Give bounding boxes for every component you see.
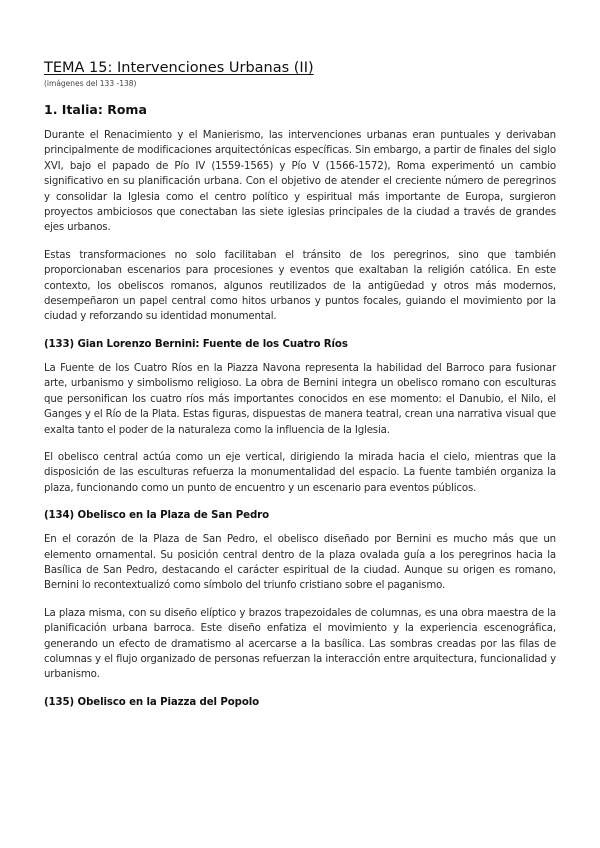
item-134-paragraph-1: En el corazón de la Plaza de San Pedro, el obelisco diseñado por Bernini es mucho más que un elemento ornamental. Su posición central dentro de la plaza ovalada guía a los peregrinos hacia la Basílica de San Pedro, destacando el carácter espiritual de la ciudad. Aunque su origen es romano, Bernini lo recontextualizó como símbolo del triunfo cristiano sobre el paganismo. [44,534,556,592]
intro-paragraph-1: Durante el Renacimiento y el Manierismo, las intervenciones urbanas eran puntuales y derivaban principalmente de modificaciones arquitectónicas específicas. Sin embargo, a partir de finales del siglo XVI, bajo el papado de Pío IV (1559-1565) y Pío V (1566-1572), Roma experimentó un cambio significativo en su planificación urbana. Con el objetivo de atender el creciente número de peregrinos y consolidar la Iglesia como el centro político y espiritual más importante de Europa, surgieron proyectos ambiciosos que conectaban las siete iglesias principales de la ciudad a través de grandes ejes urbanos. [44,130,556,234]
item-134-paragraph-2: La plaza misma, con su diseño elíptico y brazos trapezoidales de columnas, es una obra maestra de la planificación urbana barroca. Este diseño enfatiza el movimiento y la experiencia escenográfica, generando un efecto de dramatismo al acercarse a la basílica. Las sombras creadas por las filas de columnas y el flujo organizado de personas refuerzan la interacción entre arquitectura, funcionalidad y urbanismo. [44,607,556,681]
item-133-paragraph-1: La Fuente de los Cuatro Ríos en la Piazza Navona representa la habilidad del Barroco para fusionar arte, urbanismo y simbolismo religioso. La obra de Bernini integra un obelisco romano con esculturas que personifican los cuatro ríos más importantes conocidos en ese momento: el Danubio, el Nilo, el Ganges y el Río de la Plata. Estas figuras, dispuestas de manera teatral, crean una narrativa visual que exalta tanto el poder de la naturaleza como la influencia de la Iglesia. [44,362,556,436]
item-heading-133: (133) Gian Lorenzo Bernini: Fuente de los Cuatro Ríos [44,338,348,350]
intro-paragraph-2: Estas transformaciones no solo facilitaban el tránsito de los peregrinos, sino que también proporcionaban escenarios para procesiones y eventos que exaltaban la religión católica. En este contexto, los obeliscos romanos, algunos reutilizados de la antigüedad y otros más modernos, desempeñaron un papel central como hitos urbanos y puntos focales, guiando el movimiento por la ciudad y reforzando su identidad monumental. [44,249,556,323]
item-133-paragraph-2: El obelisco central actúa como un eje vertical, dirigiendo la mirada hacia el cielo, mientras que la disposición de las esculturas refuerza la monumentalidad del espacio. La fuente también organiza la plaza, funcionando como un punto de encuentro y un escenario para eventos públicos. [44,451,556,494]
item-heading-135: (135) Obelisco en la Piazza del Popolo [44,696,260,708]
document-subtitle: (imágenes del 133 -138) [44,79,137,88]
document-title: TEMA 15: Intervenciones Urbanas (II) [44,60,314,76]
section-heading: 1. Italia: Roma [44,102,147,117]
item-heading-134: (134) Obelisco en la Plaza de San Pedro [44,510,269,522]
